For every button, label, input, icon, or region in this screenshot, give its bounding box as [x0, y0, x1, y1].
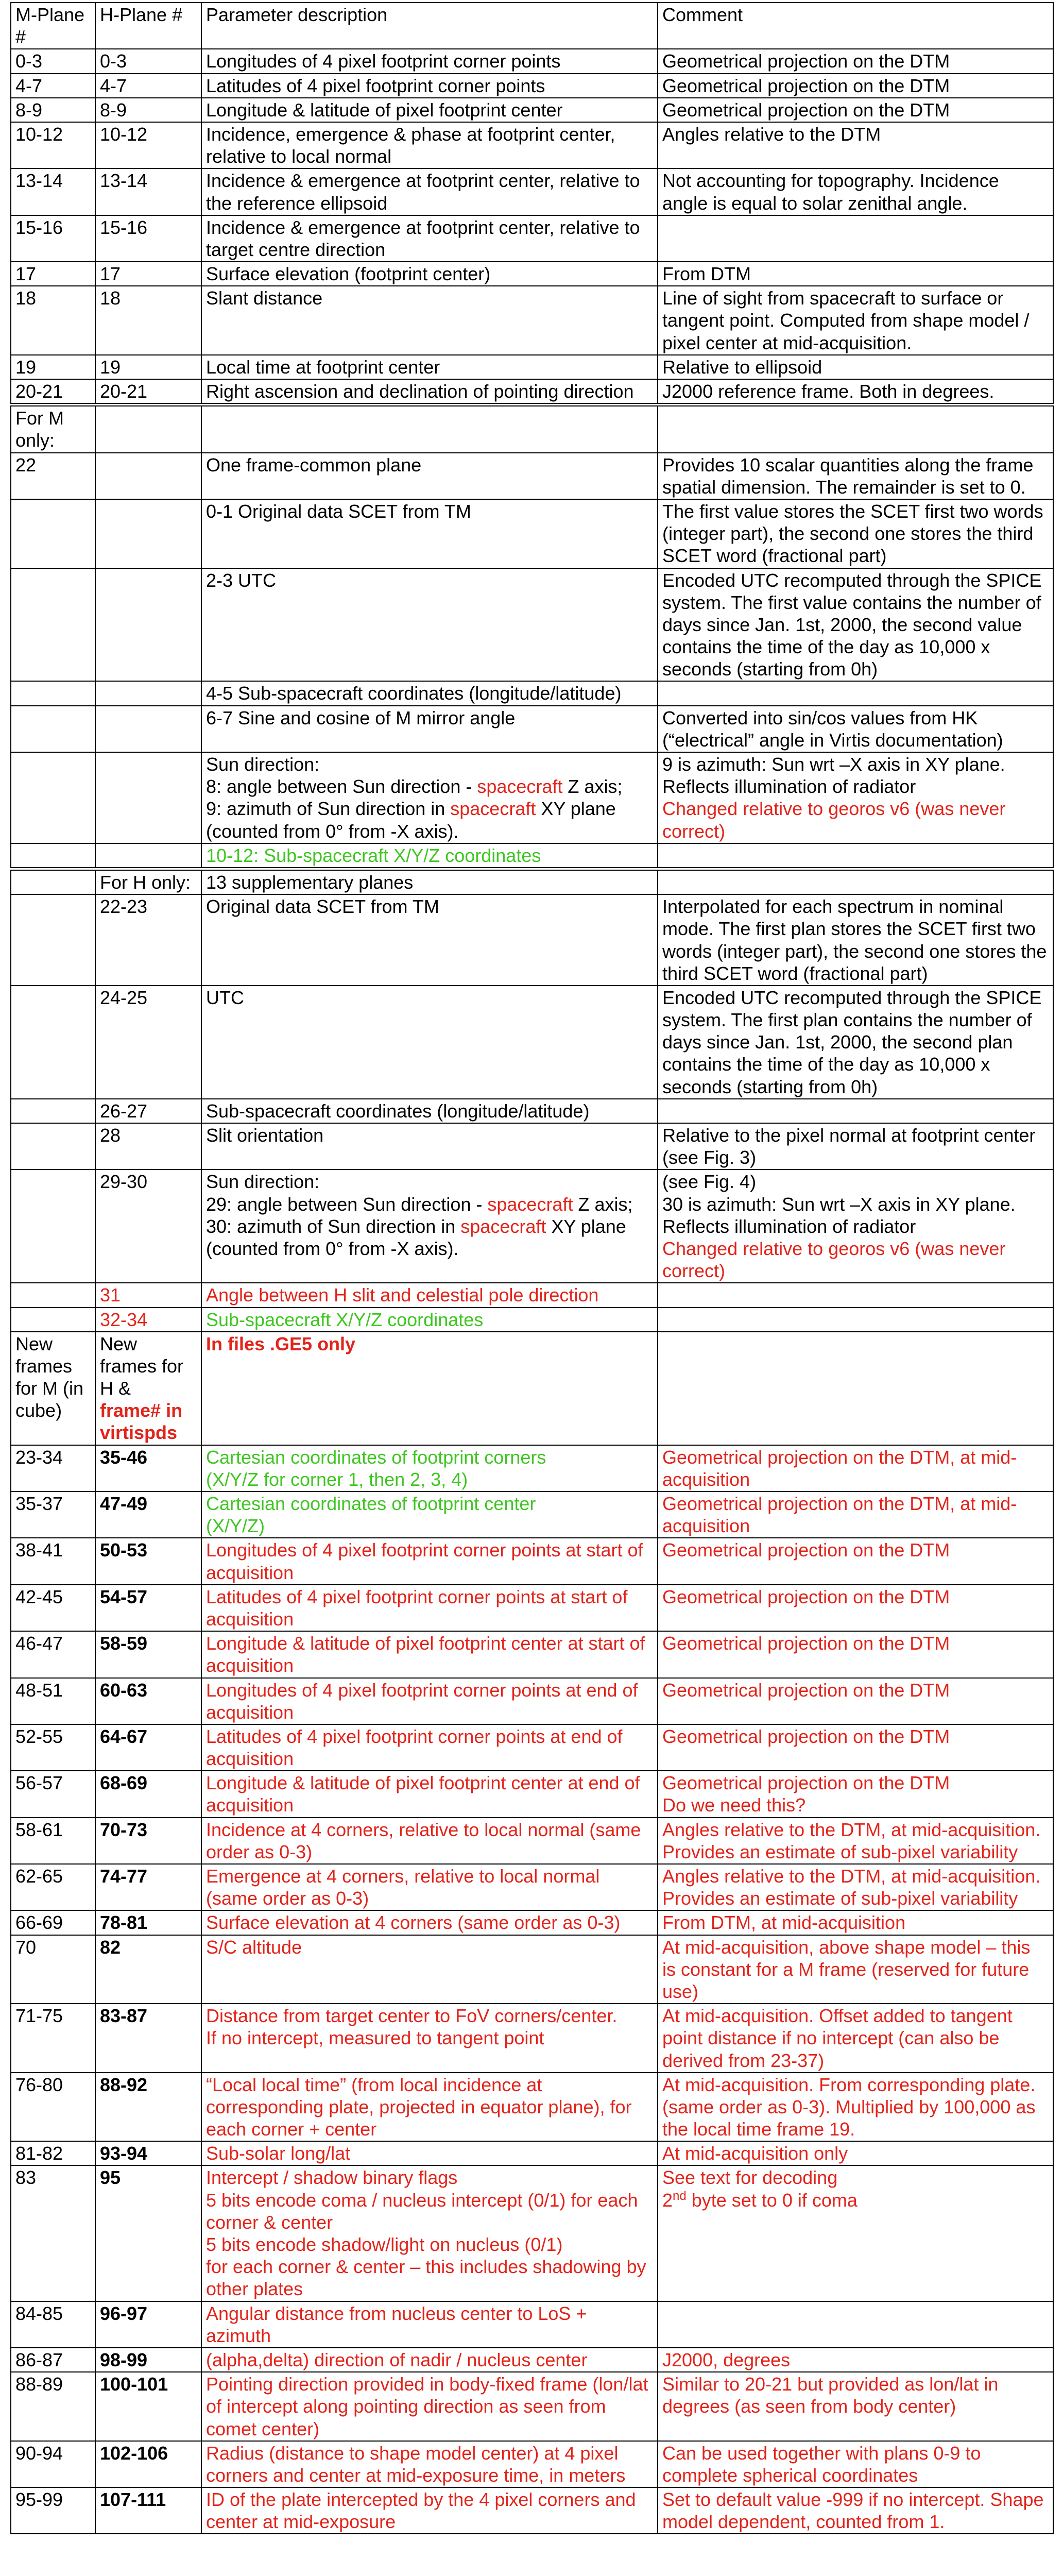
h-plane-cell: 29-30	[95, 1170, 201, 1283]
comment-cell: Encoded UTC recomputed through the SPICE system. The first plan contains the number of days since Jan. 1st, 2000, the second plan contains the time of the day as 10,000 x seconds (starting from 0h)	[658, 986, 1053, 1099]
h-plane-cell: 31	[95, 1283, 201, 1307]
m-plane-cell: 90-94	[11, 2441, 95, 2487]
table-row	[11, 986, 1053, 1099]
description-cell: Longitude & latitude of pixel footprint center at end of acquisition	[201, 1771, 658, 1817]
h-plane-cell: 68-69	[95, 1771, 201, 1817]
h-plane-cell: 58-59	[95, 1631, 201, 1677]
comment-cell: J2000, degrees	[658, 2348, 1053, 2372]
comment-cell: Geometrical projection on the DTM	[658, 1631, 1053, 1677]
m-plane-cell: 58-61	[11, 1818, 95, 1864]
m-plane-cell	[11, 843, 95, 869]
table-header-row	[11, 3, 1053, 49]
comment-cell: At mid-acquisition only	[658, 2141, 1053, 2165]
highlight-term: frame# in virtispds	[100, 1400, 183, 1444]
h-plane-cell: 4-7	[95, 74, 201, 98]
h-plane-cell: 88-92	[95, 2073, 201, 2142]
description-cell: UTC	[201, 986, 658, 1099]
table-row	[11, 2487, 1053, 2534]
m-plane-cell: 46-47	[11, 1631, 95, 1677]
description-cell: Incidence & emergence at footprint center, relative to the reference ellipsoid	[201, 168, 658, 215]
description-line: Intercept / shadow binary flags	[206, 2167, 458, 2189]
comment-cell: Geometrical projection on the DTM	[658, 1678, 1053, 1724]
table-row	[11, 1935, 1053, 2004]
comment-cell	[658, 1283, 1053, 1307]
h-plane-cell: 20-21	[95, 379, 201, 405]
table-row	[11, 379, 1053, 405]
highlight-term: spacecraft	[460, 1215, 546, 1237]
h-plane-cell	[95, 681, 201, 705]
m-plane-cell: 88-89	[11, 2372, 95, 2441]
m-plane-cell: 23-34	[11, 1445, 95, 1492]
comment-cell	[658, 2165, 1053, 2301]
table-row	[11, 843, 1053, 869]
comment-cell	[658, 843, 1053, 869]
description-cell: 2-3 UTC	[201, 568, 658, 682]
description-cell: Incidence & emergence at footprint center, relative to target centre direction	[201, 215, 658, 262]
h-plane-cell: 93-94	[95, 2141, 201, 2165]
text-fragment: byte set to 0 if coma	[686, 2189, 858, 2211]
description-cell: Latitudes of 4 pixel footprint corner points at start of acquisition	[201, 1585, 658, 1631]
comment-cell: Geometrical projection on the DTM	[658, 98, 1053, 122]
table-row	[11, 1910, 1053, 1935]
table-row	[11, 752, 1053, 843]
m-plane-cell: 10-12	[11, 122, 95, 168]
h-plane-cell	[95, 752, 201, 843]
description-cell	[201, 1492, 658, 1538]
header-comment: Comment	[658, 3, 1053, 49]
h-plane-cell: 78-81	[95, 1910, 201, 1935]
description-cell: Longitudes of 4 pixel footprint corner points at start of acquisition	[201, 1538, 658, 1584]
h-plane-cell: 32-34	[95, 1308, 201, 1332]
m-plane-cell	[11, 681, 95, 705]
description-line: Cartesian coordinates of footprint center	[206, 1493, 536, 1514]
m-plane-cell: 13-14	[11, 168, 95, 215]
description-cell: Sub-solar long/lat	[201, 2141, 658, 2165]
m-plane-cell: 62-65	[11, 1864, 95, 1910]
description-cell	[201, 1170, 658, 1283]
h-plane-cell	[95, 706, 201, 752]
m-plane-cell: 95-99	[11, 2487, 95, 2534]
description-cell	[201, 1445, 658, 1492]
table-row	[11, 499, 1053, 568]
description-cell: Angle between H slit and celestial pole direction	[201, 1283, 658, 1307]
comment-cell: Angles relative to the DTM, at mid-acquisition. Provides an estimate of sub-pixel variability	[658, 1818, 1053, 1864]
h-plane-cell: 50-53	[95, 1538, 201, 1584]
header-m-plane: M-Plane #	[11, 3, 95, 49]
h-plane-cell: 17	[95, 262, 201, 286]
comment-cell	[658, 681, 1053, 705]
m-plane-cell	[11, 499, 95, 568]
description-cell: Original data SCET from TM	[201, 894, 658, 986]
m-plane-cell: 70	[11, 1935, 95, 2004]
comment-cell	[658, 405, 1053, 453]
m-plane-cell: 22	[11, 453, 95, 499]
comment-cell: From DTM	[658, 262, 1053, 286]
description-cell: Angular distance from nucleus center to LoS + azimuth	[201, 2301, 658, 2348]
table-row	[11, 1170, 1053, 1283]
h-plane-cell	[95, 568, 201, 682]
section-row-m-only	[11, 405, 1053, 453]
h-plane-cell: 107-111	[95, 2487, 201, 2534]
comment-line: (see Fig. 4)	[662, 1171, 757, 1193]
table-row	[11, 1585, 1053, 1631]
table-row	[11, 2004, 1053, 2073]
m-plane-cell	[11, 869, 95, 894]
description-line: 5 bits encode coma / nucleus intercept (0/1) for each corner & center	[206, 2189, 638, 2233]
comment-cell	[658, 1332, 1053, 1445]
comment-cell: At mid-acquisition, above shape model – this is constant for a M frame (reserved for future use)	[658, 1935, 1053, 2004]
table-row	[11, 1123, 1053, 1170]
comment-cell: Geometrical projection on the DTM	[658, 1585, 1053, 1631]
description-line: (X/Y/Z)	[206, 1515, 265, 1537]
description-cell: Sub-spacecraft coordinates (longitude/latitude)	[201, 1099, 658, 1123]
comment-cell: Geometrical projection on the DTM	[658, 74, 1053, 98]
m-plane-cell: 4-7	[11, 74, 95, 98]
comment-cell	[658, 1170, 1053, 1283]
description-cell: 0-1 Original data SCET from TM	[201, 499, 658, 568]
comment-line-red: Changed relative to georos v6 (was never correct)	[662, 798, 1006, 842]
description-line	[206, 1215, 653, 1260]
comment-cell	[658, 1308, 1053, 1332]
table-row	[11, 98, 1053, 122]
table-row	[11, 1864, 1053, 1910]
text-fragment: XY plane (counted from 0° from -X axis).	[206, 798, 616, 842]
m-plane-cell: 86-87	[11, 2348, 95, 2372]
table-row	[11, 1724, 1053, 1771]
m-plane-cell: 19	[11, 355, 95, 379]
comment-cell: Not accounting for topography. Incidence angle is equal to solar zenithal angle.	[658, 168, 1053, 215]
comment-cell: At mid-acquisition. Offset added to tangent point distance if no intercept (can also be derived from 23-37)	[658, 2004, 1053, 2073]
text-fragment: 8: angle between Sun direction -	[206, 776, 477, 798]
section-label-h-only: For H only:	[95, 869, 201, 894]
m-plane-cell: 83	[11, 2165, 95, 2301]
description-cell: Longitude & latitude of pixel footprint center at start of acquisition	[201, 1631, 658, 1677]
table-row	[11, 286, 1053, 355]
m-plane-cell	[11, 706, 95, 752]
m-plane-cell	[11, 1170, 95, 1283]
comment-cell: Relative to ellipsoid	[658, 355, 1053, 379]
table-row	[11, 2441, 1053, 2487]
description-cell: 6-7 Sine and cosine of M mirror angle	[201, 706, 658, 752]
text-fragment: New frames for H &	[100, 1333, 184, 1399]
comment-line	[662, 2189, 1049, 2211]
description-cell: Slit orientation	[201, 1123, 658, 1170]
geometry-planes-table	[10, 2, 1054, 2534]
comment-line: Do we need this?	[662, 1794, 806, 1816]
description-cell: Incidence, emergence & phase at footprint center, relative to local normal	[201, 122, 658, 168]
m-plane-cell: 52-55	[11, 1724, 95, 1771]
table-row	[11, 568, 1053, 682]
comment-cell	[658, 869, 1053, 894]
table-row	[11, 681, 1053, 705]
h-plane-cell: 98-99	[95, 2348, 201, 2372]
table-row	[11, 706, 1053, 752]
comment-cell: Geometrical projection on the DTM	[658, 1724, 1053, 1771]
h-plane-cell: 70-73	[95, 1818, 201, 1864]
description-cell: Latitudes of 4 pixel footprint corner points at end of acquisition	[201, 1724, 658, 1771]
document-page	[10, 2, 1053, 2534]
comment-cell: Set to default value -999 if no intercept. Shape model dependent, counted from 1.	[658, 2487, 1053, 2534]
description-cell: Pointing direction provided in body-fixed frame (lon/lat of intercept along pointing direction as seen from comet center)	[201, 2372, 658, 2441]
table-row	[11, 49, 1053, 73]
description-cell: Surface elevation (footprint center)	[201, 262, 658, 286]
table-row	[11, 1308, 1053, 1332]
section-label-new-frames-h	[95, 1332, 201, 1445]
description-cell: 10-12: Sub-spacecraft X/Y/Z coordinates	[201, 843, 658, 869]
h-plane-cell: 83-87	[95, 2004, 201, 2073]
text-fragment: Z axis;	[573, 1193, 633, 1215]
description-line: (X/Y/Z for corner 1, then 2, 3, 4)	[206, 1468, 468, 1490]
comment-cell: From DTM, at mid-acquisition	[658, 1910, 1053, 1935]
h-plane-cell: 0-3	[95, 49, 201, 73]
table-row	[11, 453, 1053, 499]
m-plane-cell: 17	[11, 262, 95, 286]
m-plane-cell: 0-3	[11, 49, 95, 73]
m-plane-cell: 20-21	[11, 379, 95, 405]
m-plane-cell	[11, 894, 95, 986]
description-cell: ID of the plate intercepted by the 4 pixel corners and center at mid-exposure	[201, 2487, 658, 2534]
h-plane-cell: 19	[95, 355, 201, 379]
description-line: If no intercept, measured to tangent point	[206, 2027, 544, 2049]
m-plane-cell: 81-82	[11, 2141, 95, 2165]
comment-cell: Line of sight from spacecraft to surface or tangent point. Computed from shape model / pixel center at mid-acquisition.	[658, 286, 1053, 355]
h-plane-cell: 35-46	[95, 1445, 201, 1492]
description-cell: Local time at footprint center	[201, 355, 658, 379]
comment-cell: Geometrical projection on the DTM, at mid-acquisition	[658, 1445, 1053, 1492]
table-row	[11, 1283, 1053, 1307]
table-row	[11, 1492, 1053, 1538]
comment-cell: Provides 10 scalar quantities along the frame spatial dimension. The remainder is set to 0.	[658, 453, 1053, 499]
table-row	[11, 2301, 1053, 2348]
m-plane-cell	[11, 568, 95, 682]
h-plane-cell: 26-27	[95, 1099, 201, 1123]
h-plane-cell: 28	[95, 1123, 201, 1170]
comment-line: Geometrical projection on the DTM	[662, 1772, 950, 1794]
comment-line: See text for decoding	[662, 2167, 838, 2189]
description-cell: Longitude & latitude of pixel footprint center	[201, 98, 658, 122]
h-plane-cell: 22-23	[95, 894, 201, 986]
description-cell: “Local local time” (from local incidence at corresponding plate, projected in equator plane), for each corner + center	[201, 2073, 658, 2142]
comment-cell: At mid-acquisition. From corresponding plate. (same order as 0-3). Multiplied by 100,000 as the local time frame 19.	[658, 2073, 1053, 2142]
description-line: for each corner & center – this includes shadowing by other plates	[206, 2256, 646, 2300]
table-row	[11, 355, 1053, 379]
superscript: nd	[673, 2189, 687, 2203]
h-plane-cell: 13-14	[95, 168, 201, 215]
h-plane-cell: 102-106	[95, 2441, 201, 2487]
h-plane-cell: 18	[95, 286, 201, 355]
table-row	[11, 215, 1053, 262]
text-fragment: XY plane (counted from 0° from -X axis).	[206, 1215, 626, 1259]
m-plane-cell: 56-57	[11, 1771, 95, 1817]
h-plane-cell: 64-67	[95, 1724, 201, 1771]
h-plane-cell: 100-101	[95, 2372, 201, 2441]
highlight-term: spacecraft	[487, 1193, 573, 1215]
h-plane-cell: 54-57	[95, 1585, 201, 1631]
table-row	[11, 2165, 1053, 2301]
description-line: 5 bits encode shadow/light on nucleus (0/1)	[206, 2234, 563, 2255]
m-plane-cell	[11, 752, 95, 843]
table-row	[11, 2372, 1053, 2441]
description-cell: One frame-common plane	[201, 453, 658, 499]
comment-cell: Interpolated for each spectrum in nominal mode. The first plan stores the SCET first two words (integer part), the second one stores the third SCET word (fractional part)	[658, 894, 1053, 986]
comment-cell: Angles relative to the DTM, at mid-acquisition. Provides an estimate of sub-pixel variability	[658, 1864, 1053, 1910]
h-plane-cell: 15-16	[95, 215, 201, 262]
m-plane-cell: 18	[11, 286, 95, 355]
h-plane-cell	[95, 405, 201, 453]
h-plane-cell: 82	[95, 1935, 201, 2004]
table-row	[11, 2141, 1053, 2165]
text-fragment: Z axis;	[562, 776, 623, 798]
m-plane-cell	[11, 1308, 95, 1332]
h-plane-cell: 96-97	[95, 2301, 201, 2348]
comment-cell	[658, 1771, 1053, 1817]
table-row	[11, 1538, 1053, 1584]
table-row	[11, 1631, 1053, 1677]
description-cell: (alpha,delta) direction of nadir / nucleus center	[201, 2348, 658, 2372]
comment-cell	[658, 1099, 1053, 1123]
m-plane-cell	[11, 1099, 95, 1123]
section-row-h-only	[11, 869, 1053, 894]
header-h-plane: H-Plane #	[95, 3, 201, 49]
m-plane-cell: 15-16	[11, 215, 95, 262]
m-plane-cell: 71-75	[11, 2004, 95, 2073]
comment-cell	[658, 215, 1053, 262]
comment-line-red: Changed relative to georos v6 (was never correct)	[662, 1238, 1006, 1282]
table-row	[11, 1771, 1053, 1817]
highlight-term: spacecraft	[450, 798, 536, 820]
m-plane-cell: 84-85	[11, 2301, 95, 2348]
description-cell: 13 supplementary planes	[201, 869, 658, 894]
header-parameter-description: Parameter description	[201, 3, 658, 49]
m-plane-cell: 48-51	[11, 1678, 95, 1724]
description-cell: S/C altitude	[201, 1935, 658, 2004]
m-plane-cell: 35-37	[11, 1492, 95, 1538]
table-row	[11, 1445, 1053, 1492]
highlight-term: spacecraft	[477, 776, 563, 798]
description-cell: Latitudes of 4 pixel footprint corner points	[201, 74, 658, 98]
description-cell: Emergence at 4 corners, relative to local normal (same order as 0-3)	[201, 1864, 658, 1910]
h-plane-cell	[95, 453, 201, 499]
h-plane-cell: 10-12	[95, 122, 201, 168]
text-fragment: 2	[662, 2189, 673, 2211]
description-cell: Longitudes of 4 pixel footprint corner points at end of acquisition	[201, 1678, 658, 1724]
table-row	[11, 2073, 1053, 2142]
description-line: Sun direction:	[206, 754, 320, 775]
description-cell: Longitudes of 4 pixel footprint corner points	[201, 49, 658, 73]
table-row	[11, 168, 1053, 215]
description-cell: Sub-spacecraft X/Y/Z coordinates	[201, 1308, 658, 1332]
h-plane-cell	[95, 499, 201, 568]
description-cell: Incidence at 4 corners, relative to local normal (same order as 0-3)	[201, 1818, 658, 1864]
description-line	[206, 1193, 653, 1215]
m-plane-cell	[11, 1123, 95, 1170]
comment-cell: Relative to the pixel normal at footprint center (see Fig. 3)	[658, 1123, 1053, 1170]
table-row	[11, 894, 1053, 986]
comment-cell: Geometrical projection on the DTM	[658, 49, 1053, 73]
h-plane-cell: 95	[95, 2165, 201, 2301]
table-row	[11, 262, 1053, 286]
comment-cell: Geometrical projection on the DTM	[658, 1538, 1053, 1584]
description-line: Distance from target center to FoV corners/center.	[206, 2005, 618, 2027]
h-plane-cell: 47-49	[95, 1492, 201, 1538]
description-line: Cartesian coordinates of footprint corners	[206, 1446, 546, 1468]
comment-cell: Similar to 20-21 but provided as lon/lat in degrees (as seen from body center)	[658, 2372, 1053, 2441]
description-line	[206, 775, 653, 798]
description-cell: Right ascension and declination of pointing direction	[201, 379, 658, 405]
section-label-m-only: For M only:	[11, 405, 95, 453]
comment-cell: The first value stores the SCET first two words (integer part), the second one stores the third SCET word (fractional part)	[658, 499, 1053, 568]
description-cell: Radius (distance to shape model center) at 4 pixel corners and center at mid-exposure time, in meters	[201, 2441, 658, 2487]
comment-cell: Can be used together with plans 0-9 to complete spherical coordinates	[658, 2441, 1053, 2487]
m-plane-cell	[11, 986, 95, 1099]
description-cell: Slant distance	[201, 286, 658, 355]
comment-line: 9 is azimuth: Sun wrt –X axis in XY plane. Reflects illumination of radiator	[662, 754, 1005, 798]
description-cell	[201, 2165, 658, 2301]
section-row-new-frames	[11, 1332, 1053, 1445]
description-cell	[201, 752, 658, 843]
text-fragment: 9: azimuth of Sun direction in	[206, 798, 451, 820]
m-plane-cell: 76-80	[11, 2073, 95, 2142]
comment-cell: Encoded UTC recomputed through the SPICE system. The first value contains the number of days since Jan. 1st, 2000, the second value contains the time of the day as 10,000 x seconds (starting from 0h)	[658, 568, 1053, 682]
table-row	[11, 2348, 1053, 2372]
h-plane-cell: 60-63	[95, 1678, 201, 1724]
table-row	[11, 74, 1053, 98]
m-plane-cell	[11, 1283, 95, 1307]
table-row	[11, 1818, 1053, 1864]
m-plane-cell: 66-69	[11, 1910, 95, 1935]
comment-cell: Geometrical projection on the DTM, at mid-acquisition	[658, 1492, 1053, 1538]
m-plane-cell: 42-45	[11, 1585, 95, 1631]
comment-cell: J2000 reference frame. Both in degrees.	[658, 379, 1053, 405]
description-cell	[201, 405, 658, 453]
h-plane-cell: 74-77	[95, 1864, 201, 1910]
text-fragment: 30: azimuth of Sun direction in	[206, 1215, 461, 1237]
description-line: Sun direction:	[206, 1171, 320, 1193]
h-plane-cell: 24-25	[95, 986, 201, 1099]
comment-line: 30 is azimuth: Sun wrt –X axis in XY plane. Reflects illumination of radiator	[662, 1193, 1016, 1237]
description-cell	[201, 2004, 658, 2073]
text-fragment: 29: angle between Sun direction -	[206, 1193, 488, 1215]
table-row	[11, 122, 1053, 168]
comment-cell: Angles relative to the DTM	[658, 122, 1053, 168]
description-cell: 4-5 Sub-spacecraft coordinates (longitude/latitude)	[201, 681, 658, 705]
description-line	[206, 798, 653, 842]
comment-cell: Converted into sin/cos values from HK (“electrical” angle in Virtis documentation)	[658, 706, 1053, 752]
description-cell: In files .GE5 only	[201, 1332, 658, 1445]
table-row	[11, 1678, 1053, 1724]
table-row	[11, 1099, 1053, 1123]
m-plane-cell: 8-9	[11, 98, 95, 122]
description-cell: Surface elevation at 4 corners (same order as 0-3)	[201, 1910, 658, 1935]
m-plane-cell: 38-41	[11, 1538, 95, 1584]
h-plane-cell	[95, 843, 201, 869]
section-label-new-frames-m: New frames for M (in cube)	[11, 1332, 95, 1445]
comment-cell	[658, 2301, 1053, 2348]
comment-cell	[658, 752, 1053, 843]
h-plane-cell: 8-9	[95, 98, 201, 122]
